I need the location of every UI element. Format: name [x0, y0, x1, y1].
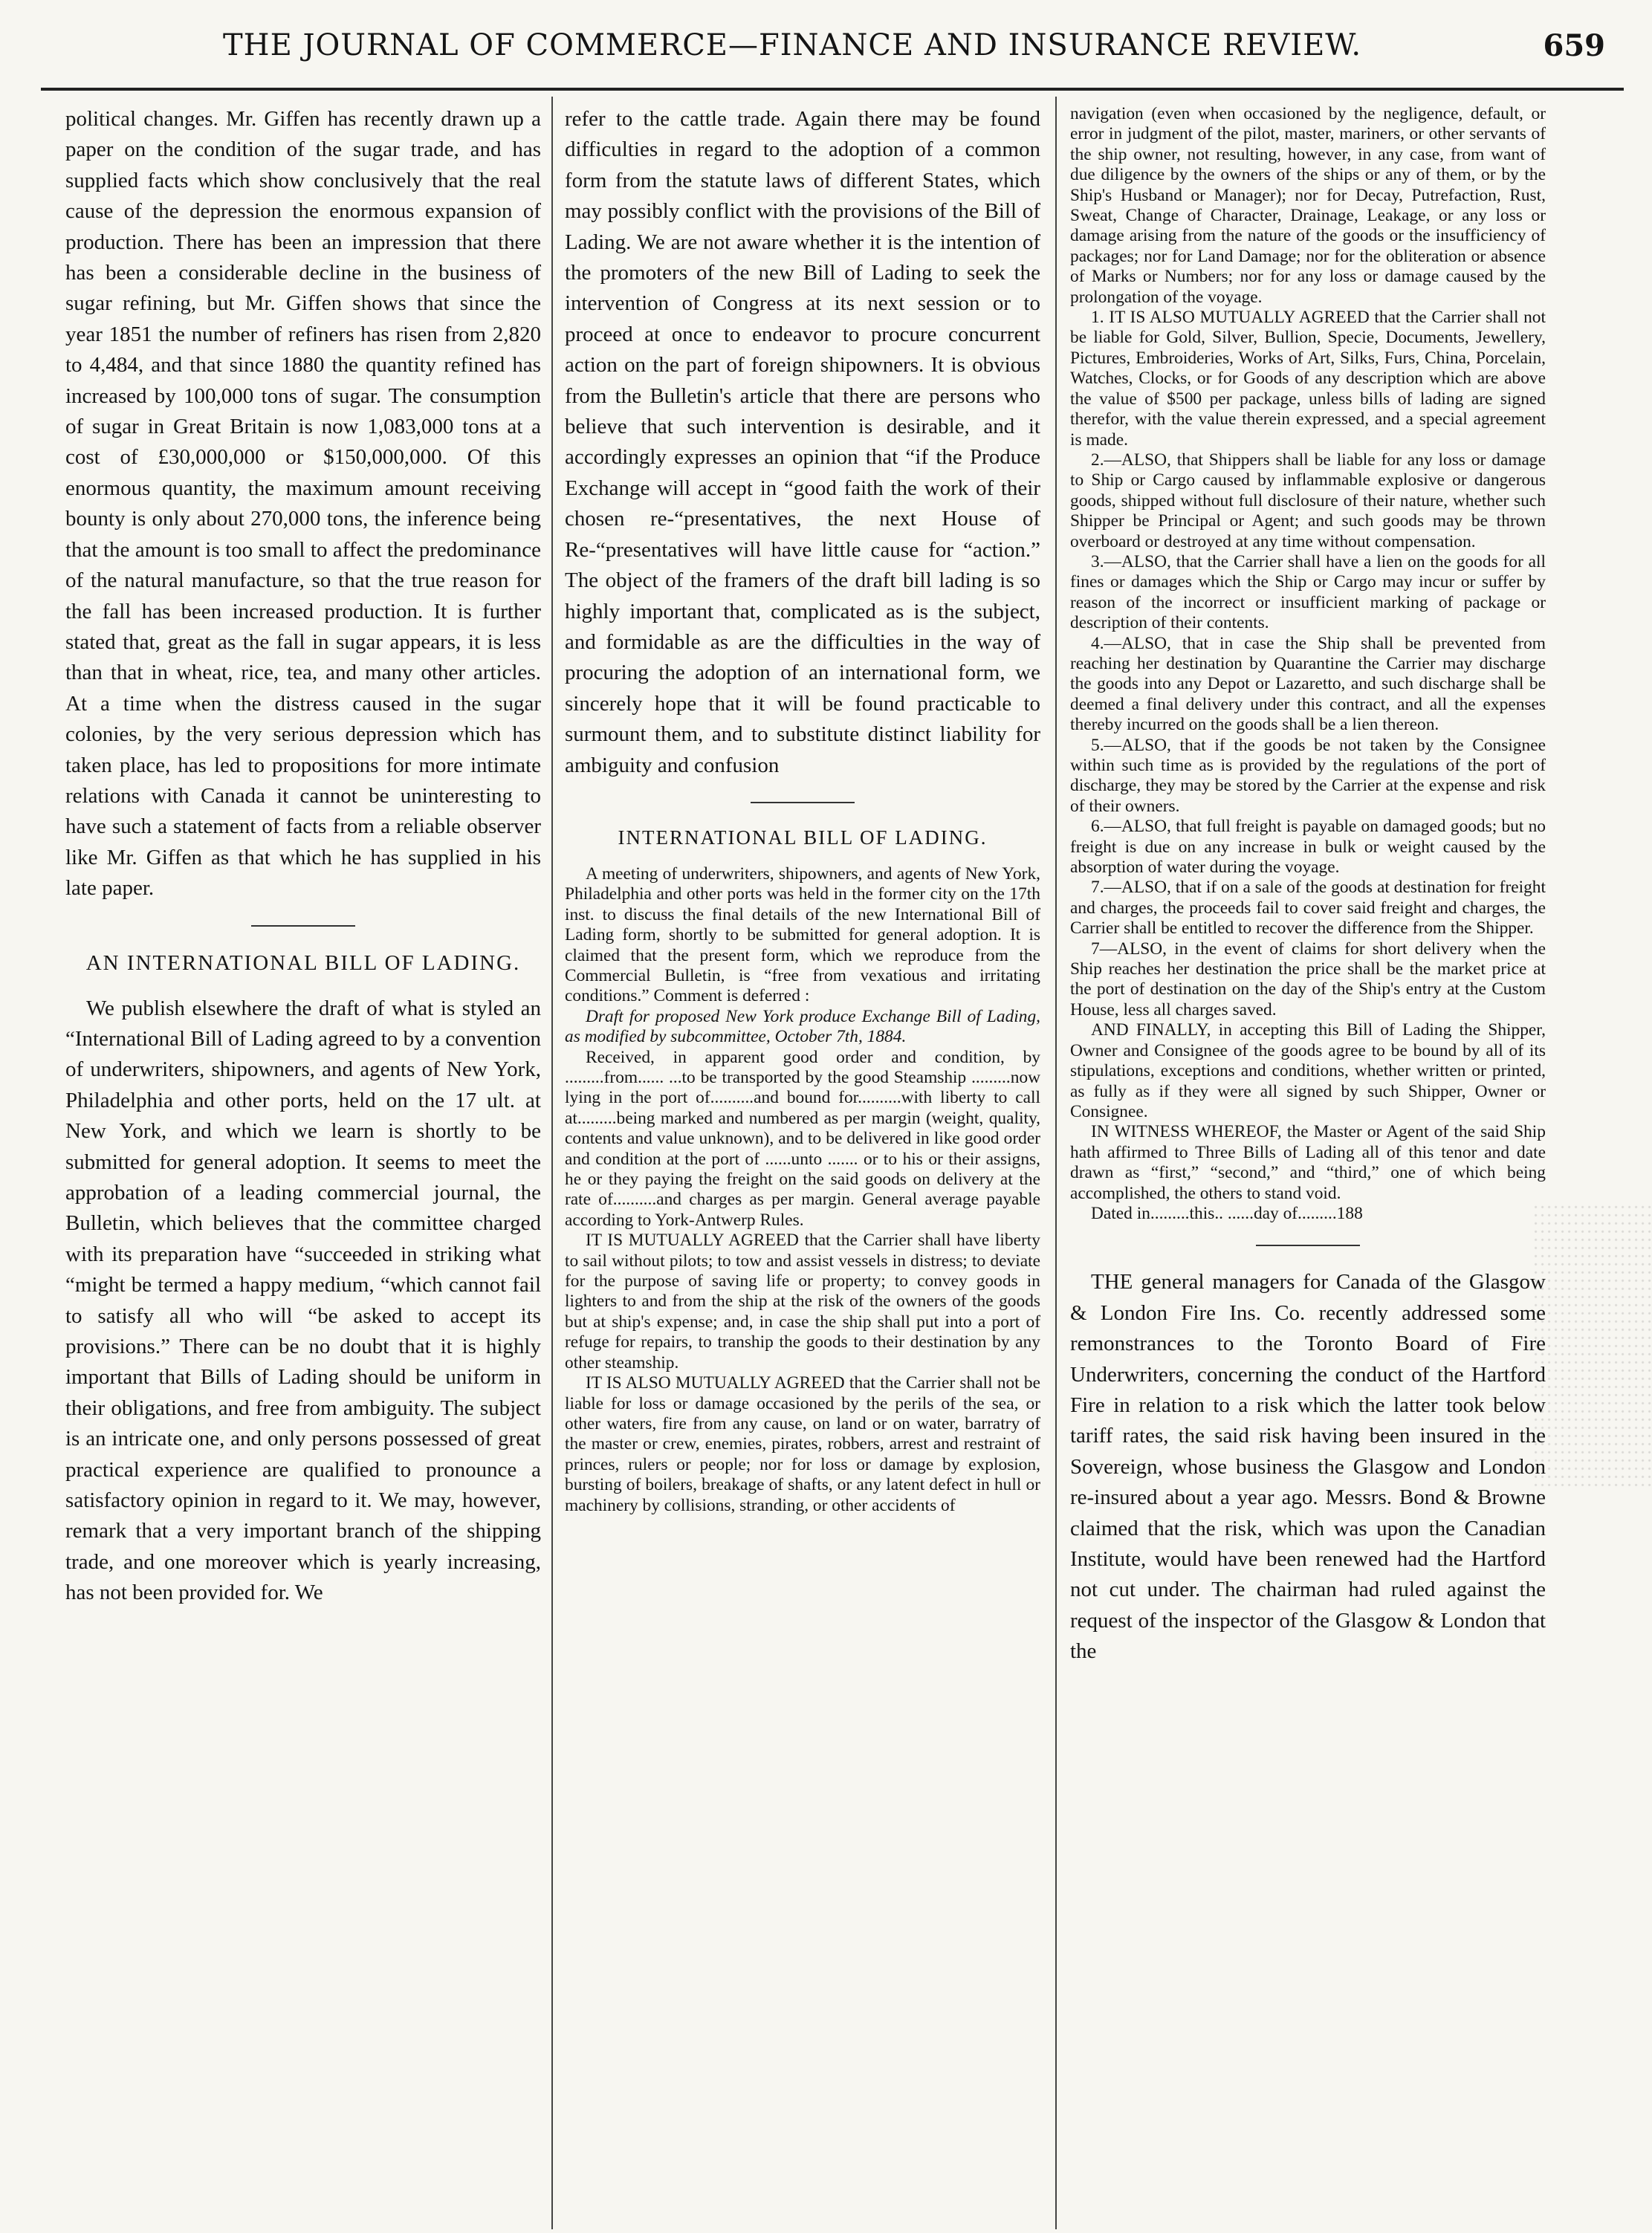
clause-2: 2.—ALSO, that Shippers shall be liable for any loss or damage to Ship or Cargo caused by inflammable explosive or dangerous goods, shipped without full disclosure of their nature, whether such Shipper be Principal or Agent; and such goods may be thrown overboard or destroyed at any time without compensation. — [1070, 450, 1546, 551]
page-number: 659 — [1543, 28, 1605, 63]
sugar-trade-paragraph: political changes. Mr. Giffen has recently drawn up a paper on the condition of the sugar trade, and has supplied facts which show conclusively that the real cause of the depression the enormous expansion of production. There has been an impression that there has been a considerable decline in the business of sugar refining, but Mr. Giffen shows that since the year 1851 the number of refiners has risen from 2,820 to 4,484, and that since 1880 the quantity refined has increased by 100,000 tons of sugar. The consumption of sugar in Great Britain is now 1,083,000 tons at a cost of £30,000,000 or $150,000,000. Of this enormous quantity, the maximum amount receiving bounty is only about 270,000 tons, the inference being that the amount is too small to affect the predominance of the natural manufacture, so that the true reason for the fall has been increased production. It is further stated that, great as the fall in sugar appears, it is less than that in wheat, rice, tea, and many other articles. At a time when the distress caused in the sugar colonies, by the very serious depression which has taken place, has led to propositions for more intimate relations with Canada it cannot be uninteresting to have such a statement of facts from a reliable observer like Mr. Giffen as that which he has supplied in his late paper. — [65, 107, 541, 901]
clause-7a: 7.—ALSO, that if on a sale of the goods at destination for freight and charges, the proceeds fail to cover said freight and charges, the Carrier shall be entitled to recover the difference from the Shipper. — [1070, 878, 1546, 939]
scan-noise — [1533, 1204, 1652, 1486]
article-paragraph: We publish elsewhere the draft of what is styled an “International Bill of Lading agreed to by a convention of underwriters, shipowners, and agents of New York, Philadelphia and other ports, held on the 17 ult. at New York, and which we learn is shortly to be submitted for general adoption. It seems to meet the approbation of a leading commercial journal, the Bulletin, which believes that the committee charged with its preparation have “succeeded in striking what “might be termed a happy medium, “which cannot fail to satisfy all who will “be asked to accept its provisions.” There can be no doubt that it is highly important that Bills of Lading should be uniform in their obligations, and free from ambiguity. The subject is an intricate one, and only persons possessed of great practical experience are qualified to pronounce a satisfactory opinion in regard to it. We may, however, remark that a very important branch of the shipping trade, and one moreover which is yearly increasing, has not been provided for. We — [65, 996, 541, 1605]
clause-7b: 7—ALSO, in the event of claims for short delivery when the Ship reaches her destination the price shall be the market price at the port of destination on the day of the Ship's entry at the Custom House, less all charges saved. — [1070, 939, 1546, 1020]
draft-title: Draft for proposed New York produce Exchange Bill of Lading, as modified by subcommittee, October 7th, 1884. — [565, 1006, 1040, 1047]
column-1 — [65, 104, 541, 1609]
mutually-agreed-clause-2: IT IS ALSO MUTUALLY AGREED that the Carrier shall not be liable for loss or damage occasioned by the perils of the sea, or other waters, fire from any cause, on land or on water, barratry of the master or crew, enemies, pirates, robbers, arrest and restraint of princes, rulers or people; nor for loss or damage by explosion, bursting of boilers, breakage of shafts, or any latent defect in hull or machinery by collisions, stranding, or other accidents of — [565, 1373, 1040, 1515]
page-header — [223, 28, 1620, 73]
witness-clause: IN WITNESS WHEREOF, the Master or Agent of the said Ship hath affirmed to Three Bills of Lading all of this tenor and date drawn as “first,” “second,” and “third,” one of which being accomplished, the others to stand void. — [1070, 1122, 1546, 1203]
clause-1: 1. IT IS ALSO MUTUALLY AGREED that the Carrier shall not be liable for Gold, Silver, Bullion, Specie, Documents, Jewellery, Pictures, Embroideries, Works of Art, Silks, Furs, China, Porcelain, Watches, Clocks, or for Goods of any description which are above the value of $500 per package, unless bills of lading are signed therefor, with the value therein expressed, and a special agreement is made. — [1070, 308, 1546, 450]
column-2 — [565, 104, 1040, 1516]
clause-3: 3.—ALSO, that the Carrier shall have a lien on the goods for all fines or damages which the Ship or Cargo may incur or suffer by reason of the incorrect or insufficient marking of package or description of their contents. — [1070, 551, 1546, 633]
clause-6: 6.—ALSO, that full freight is payable on damaged goods; but no freight is due on any increase in bulk or weight caused by the absorption of water during the voyage. — [1070, 817, 1546, 878]
clause-4: 4.—ALSO, that in case the Ship shall be prevented from reaching her destination by Quarantine the Carrier may discharge the goods into any Depot or Lazaretto, and such discharge shall be deemed a final delivery under this contract, and all the expenses thereby incurred on the goods shall be a lien thereon. — [1070, 633, 1546, 735]
journal-title: THE JOURNAL OF COMMERCE—FINANCE AND INSURANCE REVIEW. — [223, 28, 1362, 62]
section-separator — [751, 802, 855, 803]
dated-line: Dated in.........this.. ......day of.........188 — [1091, 1203, 1363, 1223]
received-clause: Received, in apparent good order and condition, by .........from...... ...to be transported by the good Steamship .........now lying in the port of..........and bound for..........with liberty to call at.........being marked and numbered as per margin (weight, quality, contents and value unknown), and to be delivered in like good order and condition at the port of ......unto ....... or to his or their assigns, he or they paying the freight on the said goods on delivery at the rate of..........and charges as per margin. General average payable according to York-Antwerp Rules. — [565, 1047, 1040, 1230]
section-separator — [251, 925, 355, 927]
mutually-agreed-clause-1: IT IS MUTUALLY AGREED that the Carrier shall have liberty to sail without pilots; to tow and assist vessels in distress; to deviate for the purpose of saving life or property; to convey goods in lighters to and from the ship at the risk of the owners of the goods but at ship's expense; and, in case the ship shall put into a port of refuge for repairs, to tranship the goods to their destination by any other steamship. — [565, 1231, 1040, 1372]
column-divider-2 — [1055, 97, 1057, 2229]
fire-insurance-paragraph: THE general managers for Canada of the Glasgow & London Fire Ins. Co. recently addressed some remonstrances to the Toronto Board of Fire Underwriters, concerning the conduct of the Hartford Fire in relation to a risk which the latter took below tariff rates, the said risk having been insured in the Sovereign, whose business the Glasgow and London re-insured about a year ago. Messrs. Bond & Browne claimed that the risk, which was upon the Canadian Institute, would have been renewed had the Hartford not cut under. The chairman had ruled against the request of the inspector of the Glasgow & London that the — [1070, 1270, 1546, 1664]
clause-5: 5.—ALSO, that if the goods be not taken by the Consignee within such time as is provided by the regulations of the port of discharge, they may be stored by the Carrier at the expense and risk of their owners. — [1070, 735, 1546, 816]
article-heading-international-bill: AN INTERNATIONAL BILL OF LADING. — [85, 950, 521, 975]
continuation-paragraph: refer to the cattle trade. Again there may be found difficulties in regard to the adoption of a common form from the statute laws of different States, which may possibly conflict with the provisions of the Bill of Lading. We are not aware whether it is the intention of the promoters of the new Bill of Lading to seek the intervention of Congress at its next session or to proceed at once to endeavor to procure concurrent action on the part of foreign shipowners. It is obvious from the Bulletin's article that there are persons who believe that such intervention is desirable, and it accordingly expresses an opinion that “if the Produce Exchange will accept in “good faith the work of their chosen re-“presentatives, the next House of Re-“presentatives will have little cause for “action.” The object of the framers of the draft bill lading is so highly important that, complicated as is the subject, and formidable as are the difficulties in the way of procuring the adoption of an international form, we sincerely hope that it will be found practicable to surmount them, and to substitute distinct liability for ambiguity and confusion — [565, 107, 1040, 777]
column-divider-1 — [551, 97, 553, 2229]
article-heading-bill-of-lading: INTERNATIONAL BILL OF LADING. — [618, 826, 988, 849]
navigation-clause: navigation (even when occasioned by the negligence, default, or error in judgment of the pilot, master, mariners, or other servants of the ship owner, not resulting, however, in any case, from want of due diligence by the owners of the ships or any of them, or by the Ship's Husband or Manager); nor for Decay, Putrefaction, Rust, Sweat, Change of Character, Drainage, Leakage, or any loss or damage arising from the nature of the goods or the insufficiency of packages; nor for Land Damage; nor for the obliteration or absence of Marks or Numbers; nor for any loss or damage caused by the prolongation of the voyage. — [1070, 104, 1546, 307]
header-rule — [41, 88, 1624, 91]
section-separator — [1256, 1245, 1360, 1246]
meeting-paragraph: A meeting of underwriters, shipowners, and agents of New York, Philadelphia and other ports was held in the former city on the 17th inst. to discuss the final details of the new International Bill of Lading form, shortly to be submitted for general adoption. It is claimed that the present form, which we reproduce from the Commercial Bulletin, is “free from vexatious and irritating conditions.” Comment is deferred : — [565, 863, 1040, 1006]
finally-clause: AND FINALLY, in accepting this Bill of Lading the Shipper, Owner and Consignee of the goods agree to be bound by all of its stipulations, exceptions and conditions, whether written or printed, as fully as if they were all signed by such Shipper, Owner or Consignee. — [1070, 1020, 1546, 1121]
column-3 — [1070, 104, 1546, 1668]
